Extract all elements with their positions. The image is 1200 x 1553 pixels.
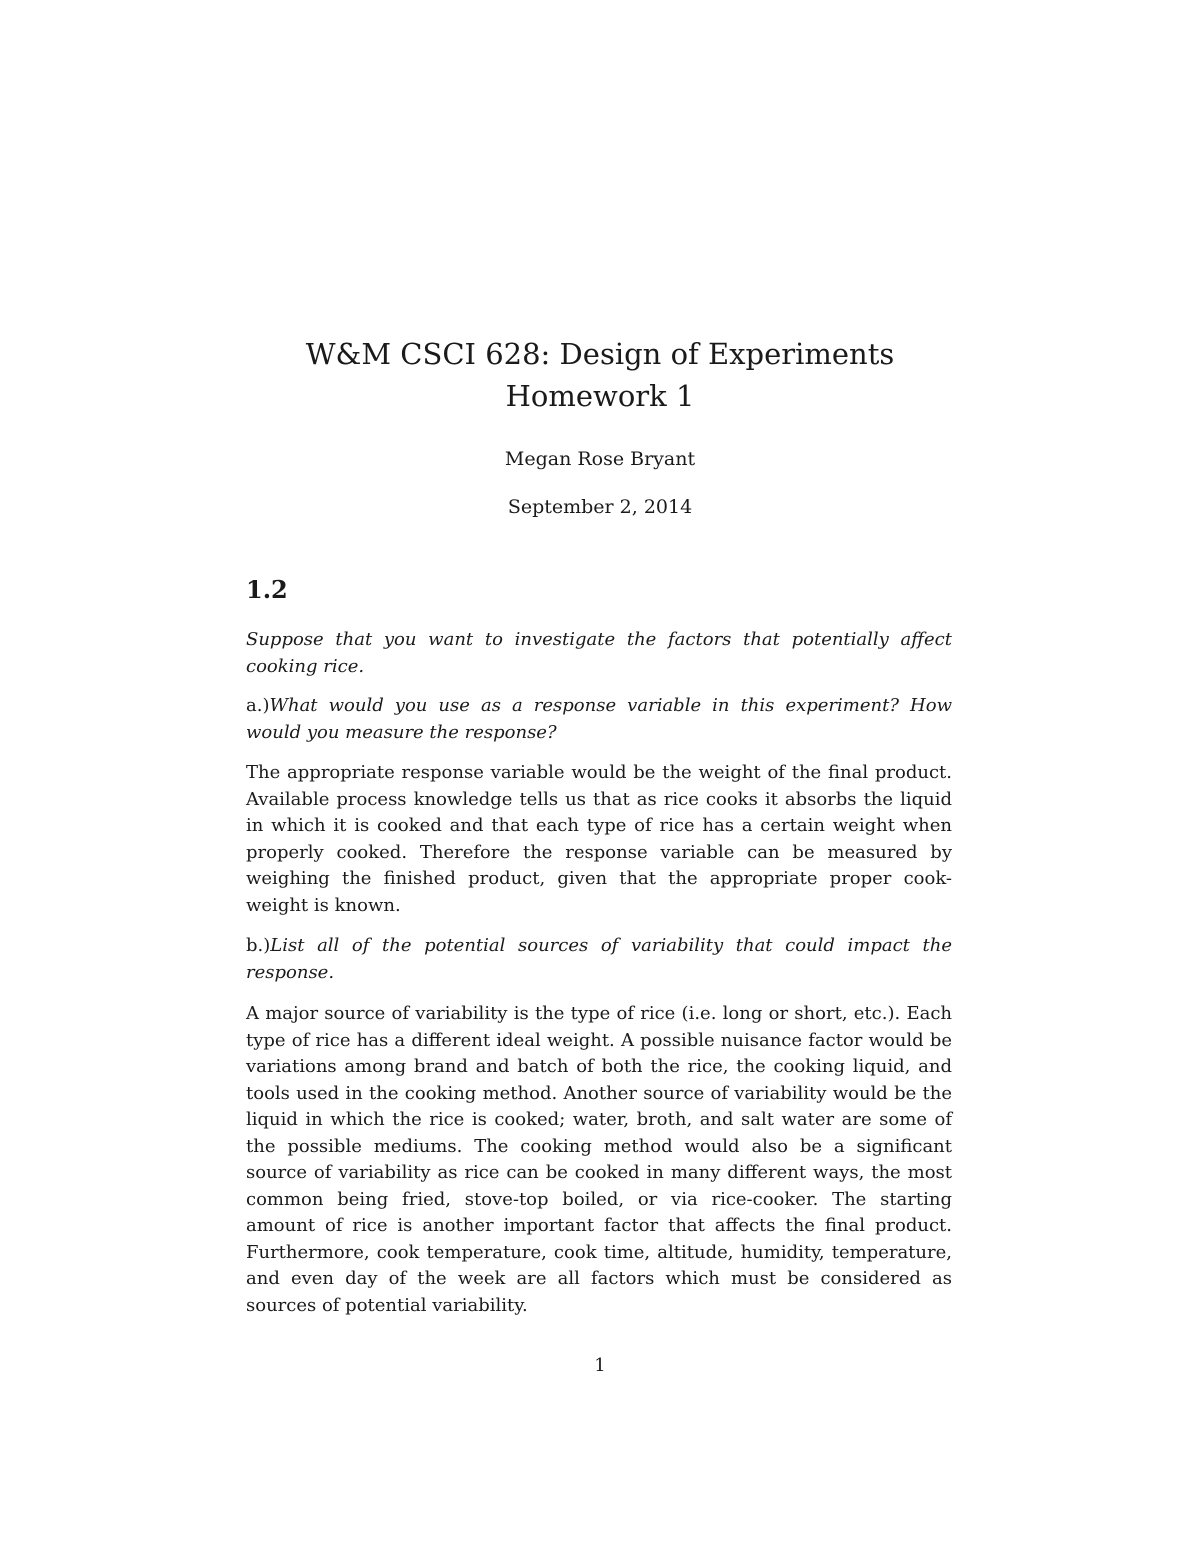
- part-a-question: [246, 693, 952, 746]
- part-b-question: [246, 933, 952, 986]
- document-title: [0, 333, 1200, 417]
- part-a-question-text: What would you use as a response variable in this experiment? How would you measure the response?: [246, 695, 952, 743]
- assignment-title: Homework 1: [505, 379, 695, 413]
- page-number: 1: [594, 1355, 606, 1376]
- part-b-question-text: List all of the potential sources of variability that could impact the response.: [246, 935, 952, 983]
- part-b-answer: A major source of variability is the type of rice (i.e. long or short, etc.). Each type of rice has a different ideal weight. A possible nuisance factor would be variations among brand and batch of both the rice, the cooking liquid, and tools used in the cooking method. Another source of variability would be the liquid in which the rice is cooked; water, broth, and salt water are some of the possible mediums. The cooking method would also be a significant source of variability as rice can be cooked in many different ways, the most common being fried, stove-top boiled, or via rice-cooker. The starting amount of rice is another important factor that affects the final product. Furthermore, cook temperature, cook time, altitude, humidity, temperature, and even day of the week are all factors which must be considered as sources of potential variability.: [246, 1003, 952, 1316]
- part-a-label: a.): [246, 695, 270, 716]
- section-heading: 1.2: [246, 575, 288, 604]
- author-name: Megan Rose Bryant: [504, 448, 696, 470]
- document-date: September 2, 2014: [507, 496, 693, 518]
- part-a-answer: The appropriate response variable would be the weight of the final product. Available process knowledge tells us that as rice cooks it absorbs the liquid in which it is cooked and that each type of rice has a certain weight when properly cooked. Therefore the response variable can be measured by weighing the finished product, given that the appropriate proper cook-weight is known.: [246, 762, 952, 916]
- part-b-label: b.): [246, 935, 271, 956]
- course-title: W&M CSCI 628: Design of Experiments: [305, 337, 895, 371]
- section-prompt: Suppose that you want to investigate the factors that potentially affect cooking rice.: [246, 629, 952, 677]
